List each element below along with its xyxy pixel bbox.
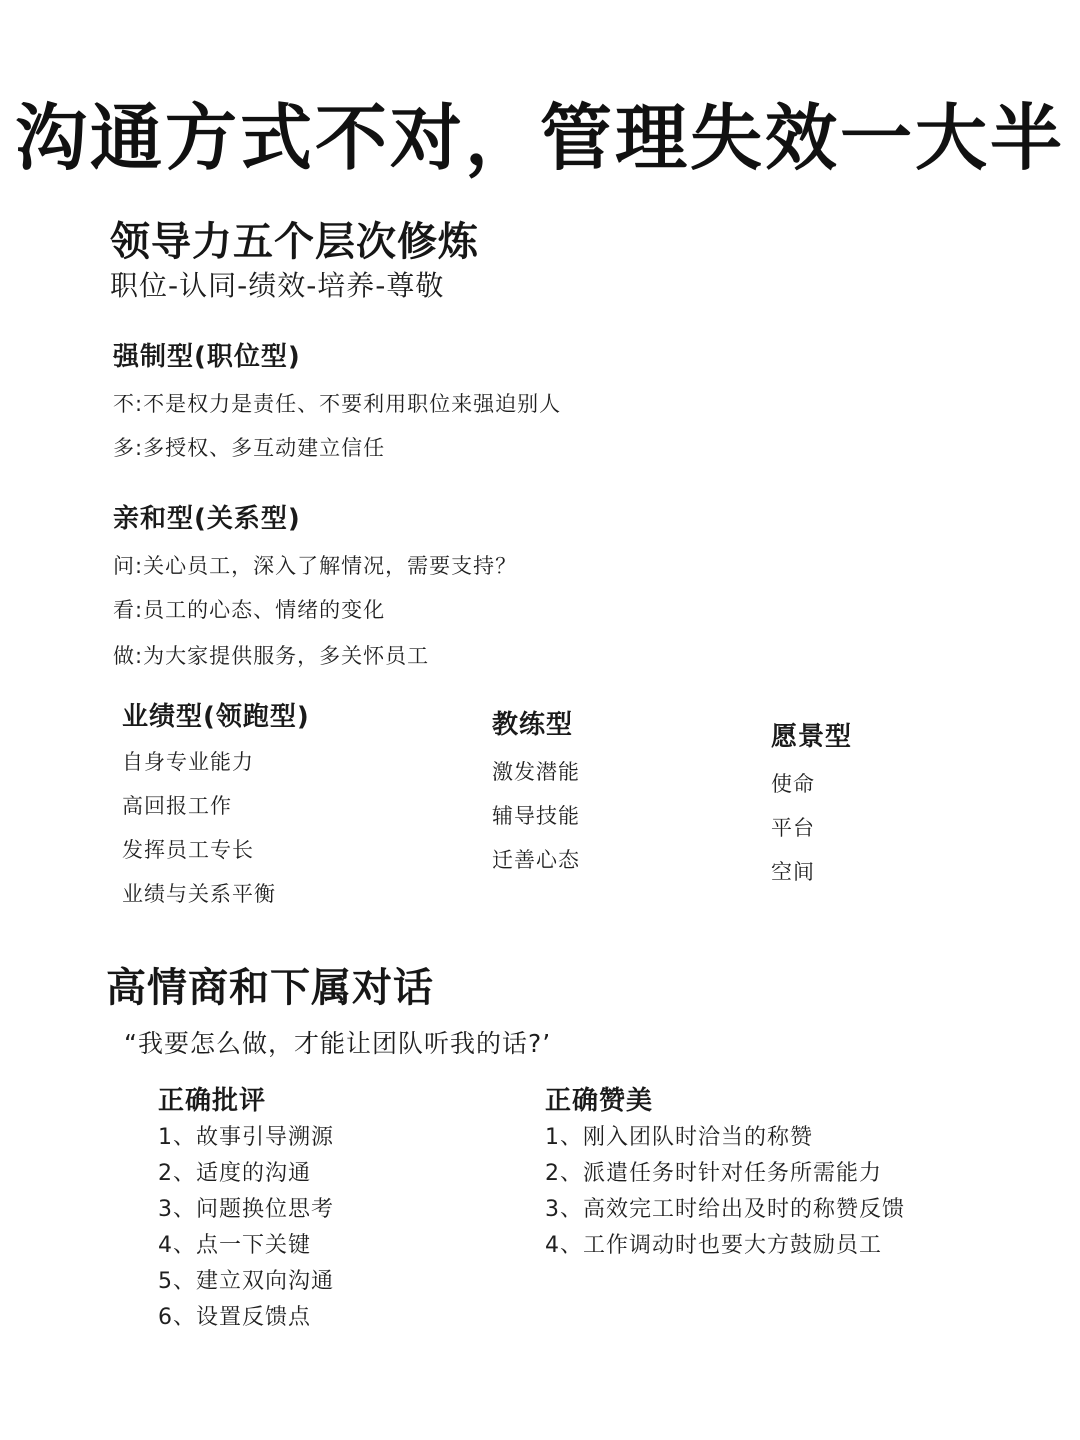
list-item: 辅导技能 (492, 804, 580, 828)
list-item: 3、问题换位思考 (158, 1197, 334, 1222)
list-item: 空间 (771, 860, 815, 884)
coach-heading: 教练型 (492, 710, 574, 740)
list-item: 1、刚入团队时洽当的称赞 (545, 1125, 813, 1150)
list-item: 2、派遣任务时针对任务所需能力 (545, 1161, 882, 1186)
praise-list (545, 1120, 905, 1264)
criticism-list (158, 1120, 334, 1336)
list-item: 2、适度的沟通 (158, 1161, 311, 1186)
coach-list (492, 756, 580, 888)
list-item: 1、故事引导溯源 (158, 1125, 334, 1150)
performance-heading: 业绩型(领跑型) (122, 702, 310, 732)
leadership-heading: 领导力五个层次修炼 (110, 219, 479, 265)
criticism-heading: 正确批评 (158, 1086, 267, 1116)
coercive-line: 多:多授权、多互动建立信任 (113, 436, 386, 460)
list-item: 使命 (771, 772, 815, 796)
dialogue-quote: “我要怎么做，才能让团队听我的话?’ (124, 1029, 552, 1058)
list-item: 6、设置反馈点 (158, 1305, 311, 1330)
vision-heading: 愿景型 (771, 722, 853, 752)
performance-list (122, 746, 276, 922)
praise-heading: 正确赞美 (545, 1086, 654, 1116)
leadership-levels: 职位-认同-绩效-培养-尊敬 (110, 269, 445, 302)
affinity-line: 做:为大家提供服务，多关怀员工 (113, 644, 430, 668)
list-item: 5、建立双向沟通 (158, 1269, 334, 1294)
list-item: 高回报工作 (122, 794, 232, 818)
list-item: 4、点一下关键 (158, 1233, 311, 1258)
list-item: 激发潜能 (492, 760, 580, 784)
list-item: 业绩与关系平衡 (122, 882, 276, 906)
coercive-heading: 强制型(职位型) (113, 342, 301, 372)
vision-list (771, 768, 815, 900)
dialogue-heading: 高情商和下属对话 (106, 965, 434, 1011)
list-item: 发挥员工专长 (122, 838, 254, 862)
list-item: 平台 (771, 816, 815, 840)
affinity-heading: 亲和型(关系型) (113, 504, 301, 534)
list-item: 迁善心态 (492, 848, 580, 872)
list-item: 自身专业能力 (122, 750, 254, 774)
coercive-line: 不:不是权力是责任、不要利用职位来强迫别人 (113, 392, 562, 416)
page-title: 沟通方式不对，管理失效一大半 (14, 96, 1065, 180)
affinity-line: 看:员工的心态、情绪的变化 (113, 598, 386, 622)
list-item: 4、工作调动时也要大方鼓励员工 (545, 1233, 882, 1258)
affinity-line: 问:关心员工，深入了解情况，需要支持？ (113, 554, 518, 578)
list-item: 3、高效完工时给出及时的称赞反馈 (545, 1197, 905, 1222)
